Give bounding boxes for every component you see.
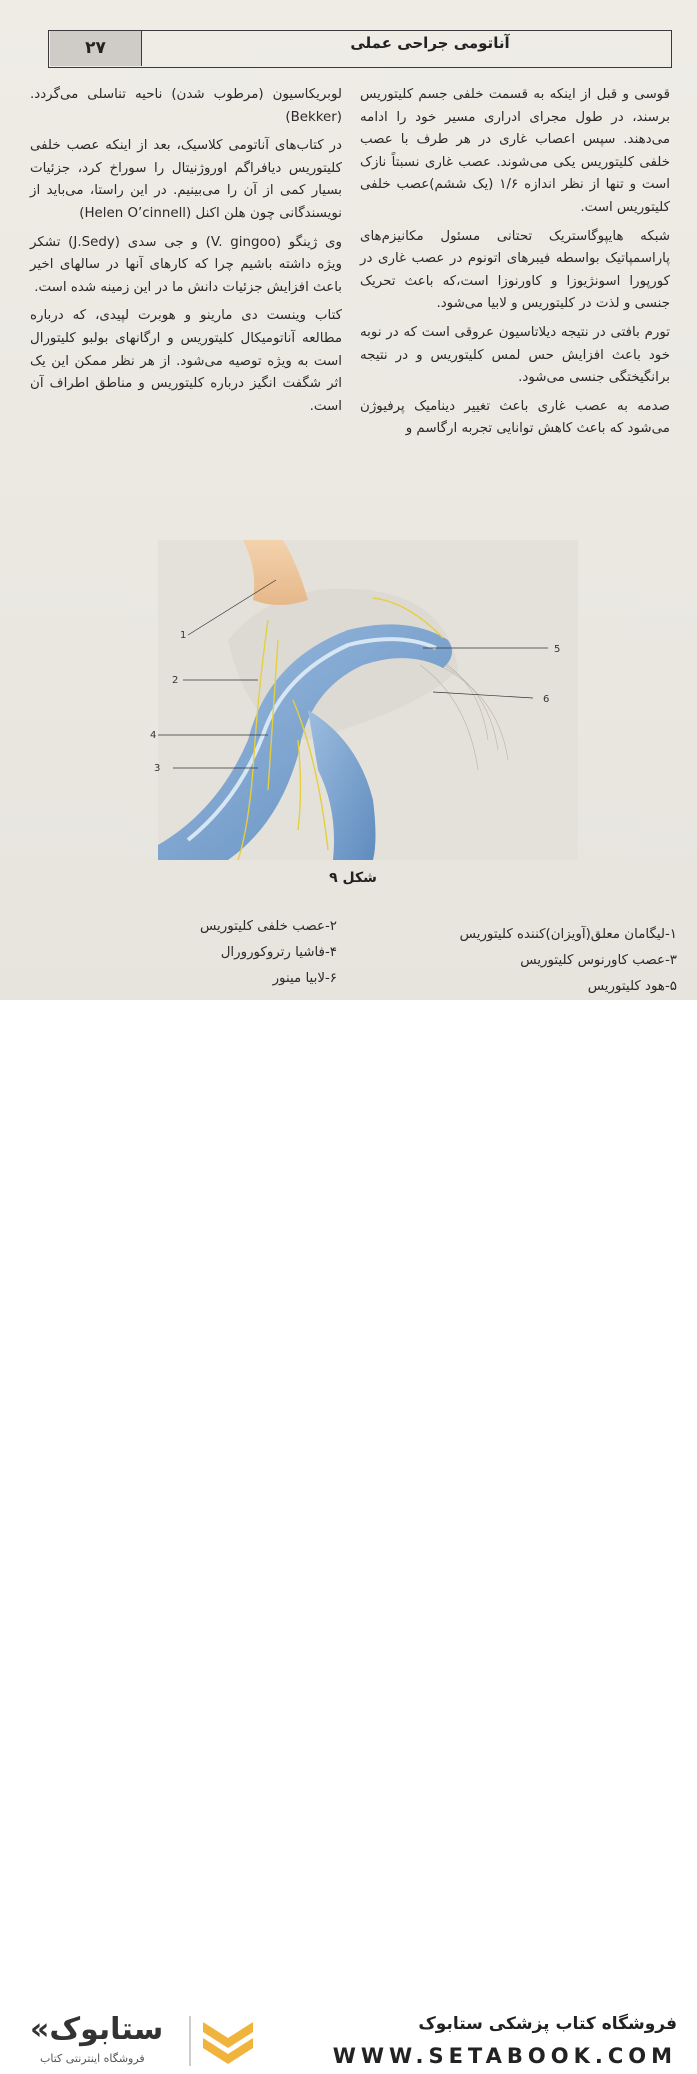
- figure-legend-left: [137, 914, 337, 992]
- logo-wordmark: «ستابوک: [30, 2012, 164, 2047]
- legend-item: ۳-عصب کاورنوس کلیتوریس: [520, 953, 677, 968]
- logo-subtitle: فروشگاه اینترنتی کتاب: [40, 2052, 145, 2065]
- legend-item: ۱-لیگامان معلق(آویزان)کننده کلیتوریس: [459, 927, 677, 942]
- page-number: ۲۷: [50, 31, 142, 66]
- paragraph: در کتاب‌های آناتومی کلاسیک، بعد از اینکه عصب خلفی کلیتوریس دیافراگم اوروژنیتال را سوراخ کرد، جزئیات بسیار کمی از آن را می‌بینیم. در این راستا، می‌باید از نویسندگانی چون هلن اکنل (Helen O’cinnell): [30, 138, 342, 221]
- left-text-column: [30, 84, 342, 424]
- figure-caption: شکل ۹: [329, 870, 377, 886]
- chapter-title: آناتومی جراحی عملی: [350, 34, 510, 52]
- paragraph: وی ژینگو (V. gingoo) و جی سدی (J.Sedy) تشکر ویژه داشته باشیم چرا که کارهای آنها در سالهای اخیر باعث افزایش جزئیات دانش ما در این زمینه شده است.: [30, 234, 343, 295]
- paragraph: لوبریکاسیون (مرطوب شدن) ناحیه تناسلی می‌گردد. (Bekker): [30, 87, 342, 125]
- paragraph: شبکه هایپوگاستریک تحتانی مسئول مکانیزم‌های پاراسمپاتیک بواسطه فیبرهای اتونوم در عصب غاری در کورپورا اسونژیوزا و کاورنوزا است،که باعث تحریک جنسی و لذت در کلیتوریس و لابیا می‌شود.: [360, 228, 670, 312]
- legend-item: ۴-فاشیا رتروکورورال: [220, 945, 337, 960]
- legend-item: ۲-عصب خلفی کلیتوریس: [199, 919, 337, 934]
- figure-label-2: 2: [172, 675, 179, 686]
- paragraph: کتاب وینست دی مارینو و هوبرت لپیدی، که درباره مطالعه آناتومیکال کلیتوریس و ارگانهای بولبو کلیتورال است به ویژه توصیه می‌شود. از هر نظر ممکن این یک اثر شگفت انگیز درباره کلیتوریس و مناطق اطراف آن است.: [30, 308, 342, 414]
- anatomy-figure: [150, 540, 578, 860]
- legend-item: ۶-لابیا مینور: [272, 971, 337, 986]
- legend-item: ۵-هود کلیتوریس: [587, 979, 677, 994]
- figure-label-3: 3: [154, 763, 161, 774]
- paragraph: صدمه به عصب غاری باعث تغییر دینامیک پرفیوژن می‌شود که باعث کاهش توانایی تجربه ارگاسم و: [360, 398, 670, 437]
- figure-legend-right: [407, 922, 677, 1000]
- figure-label-6: 6: [543, 694, 550, 705]
- figure-label-5: 5: [554, 644, 561, 655]
- book-page: [0, 0, 697, 1000]
- figure-label-4: 4: [150, 730, 157, 741]
- figure-label-1: 1: [180, 630, 187, 641]
- paragraph: قوسی و قبل از اینکه به قسمت خلفی جسم کلیتوریس برسند، در طول مجرای ادراری مسیر خود را ادامه می‌دهند. سپس اعصاب غاری در هر طرف با عصب خلفی کلیتوریس یکی می‌شوند. عصب غاری نسبتاً نازک است و تنها از نظر اندازه ۱/۶ (یک ششم)عصب خلفی کلیتوریس است.: [360, 87, 670, 215]
- store-footer: [0, 1000, 697, 2068]
- store-url-link[interactable]: WWW.SETABOOK.COM: [332, 2044, 677, 2068]
- paragraph: تورم بافتی در نتیجه دیلاتاسیون عروقی است که در نوبه خود باعث افزایش حس لمس کلیتوریس و در نتیجه برانگیختگی جنسی می‌شود.: [360, 324, 670, 386]
- store-name: فروشگاه کتاب پزشکی ستابوک: [418, 2014, 677, 2034]
- right-text-column: [360, 84, 670, 447]
